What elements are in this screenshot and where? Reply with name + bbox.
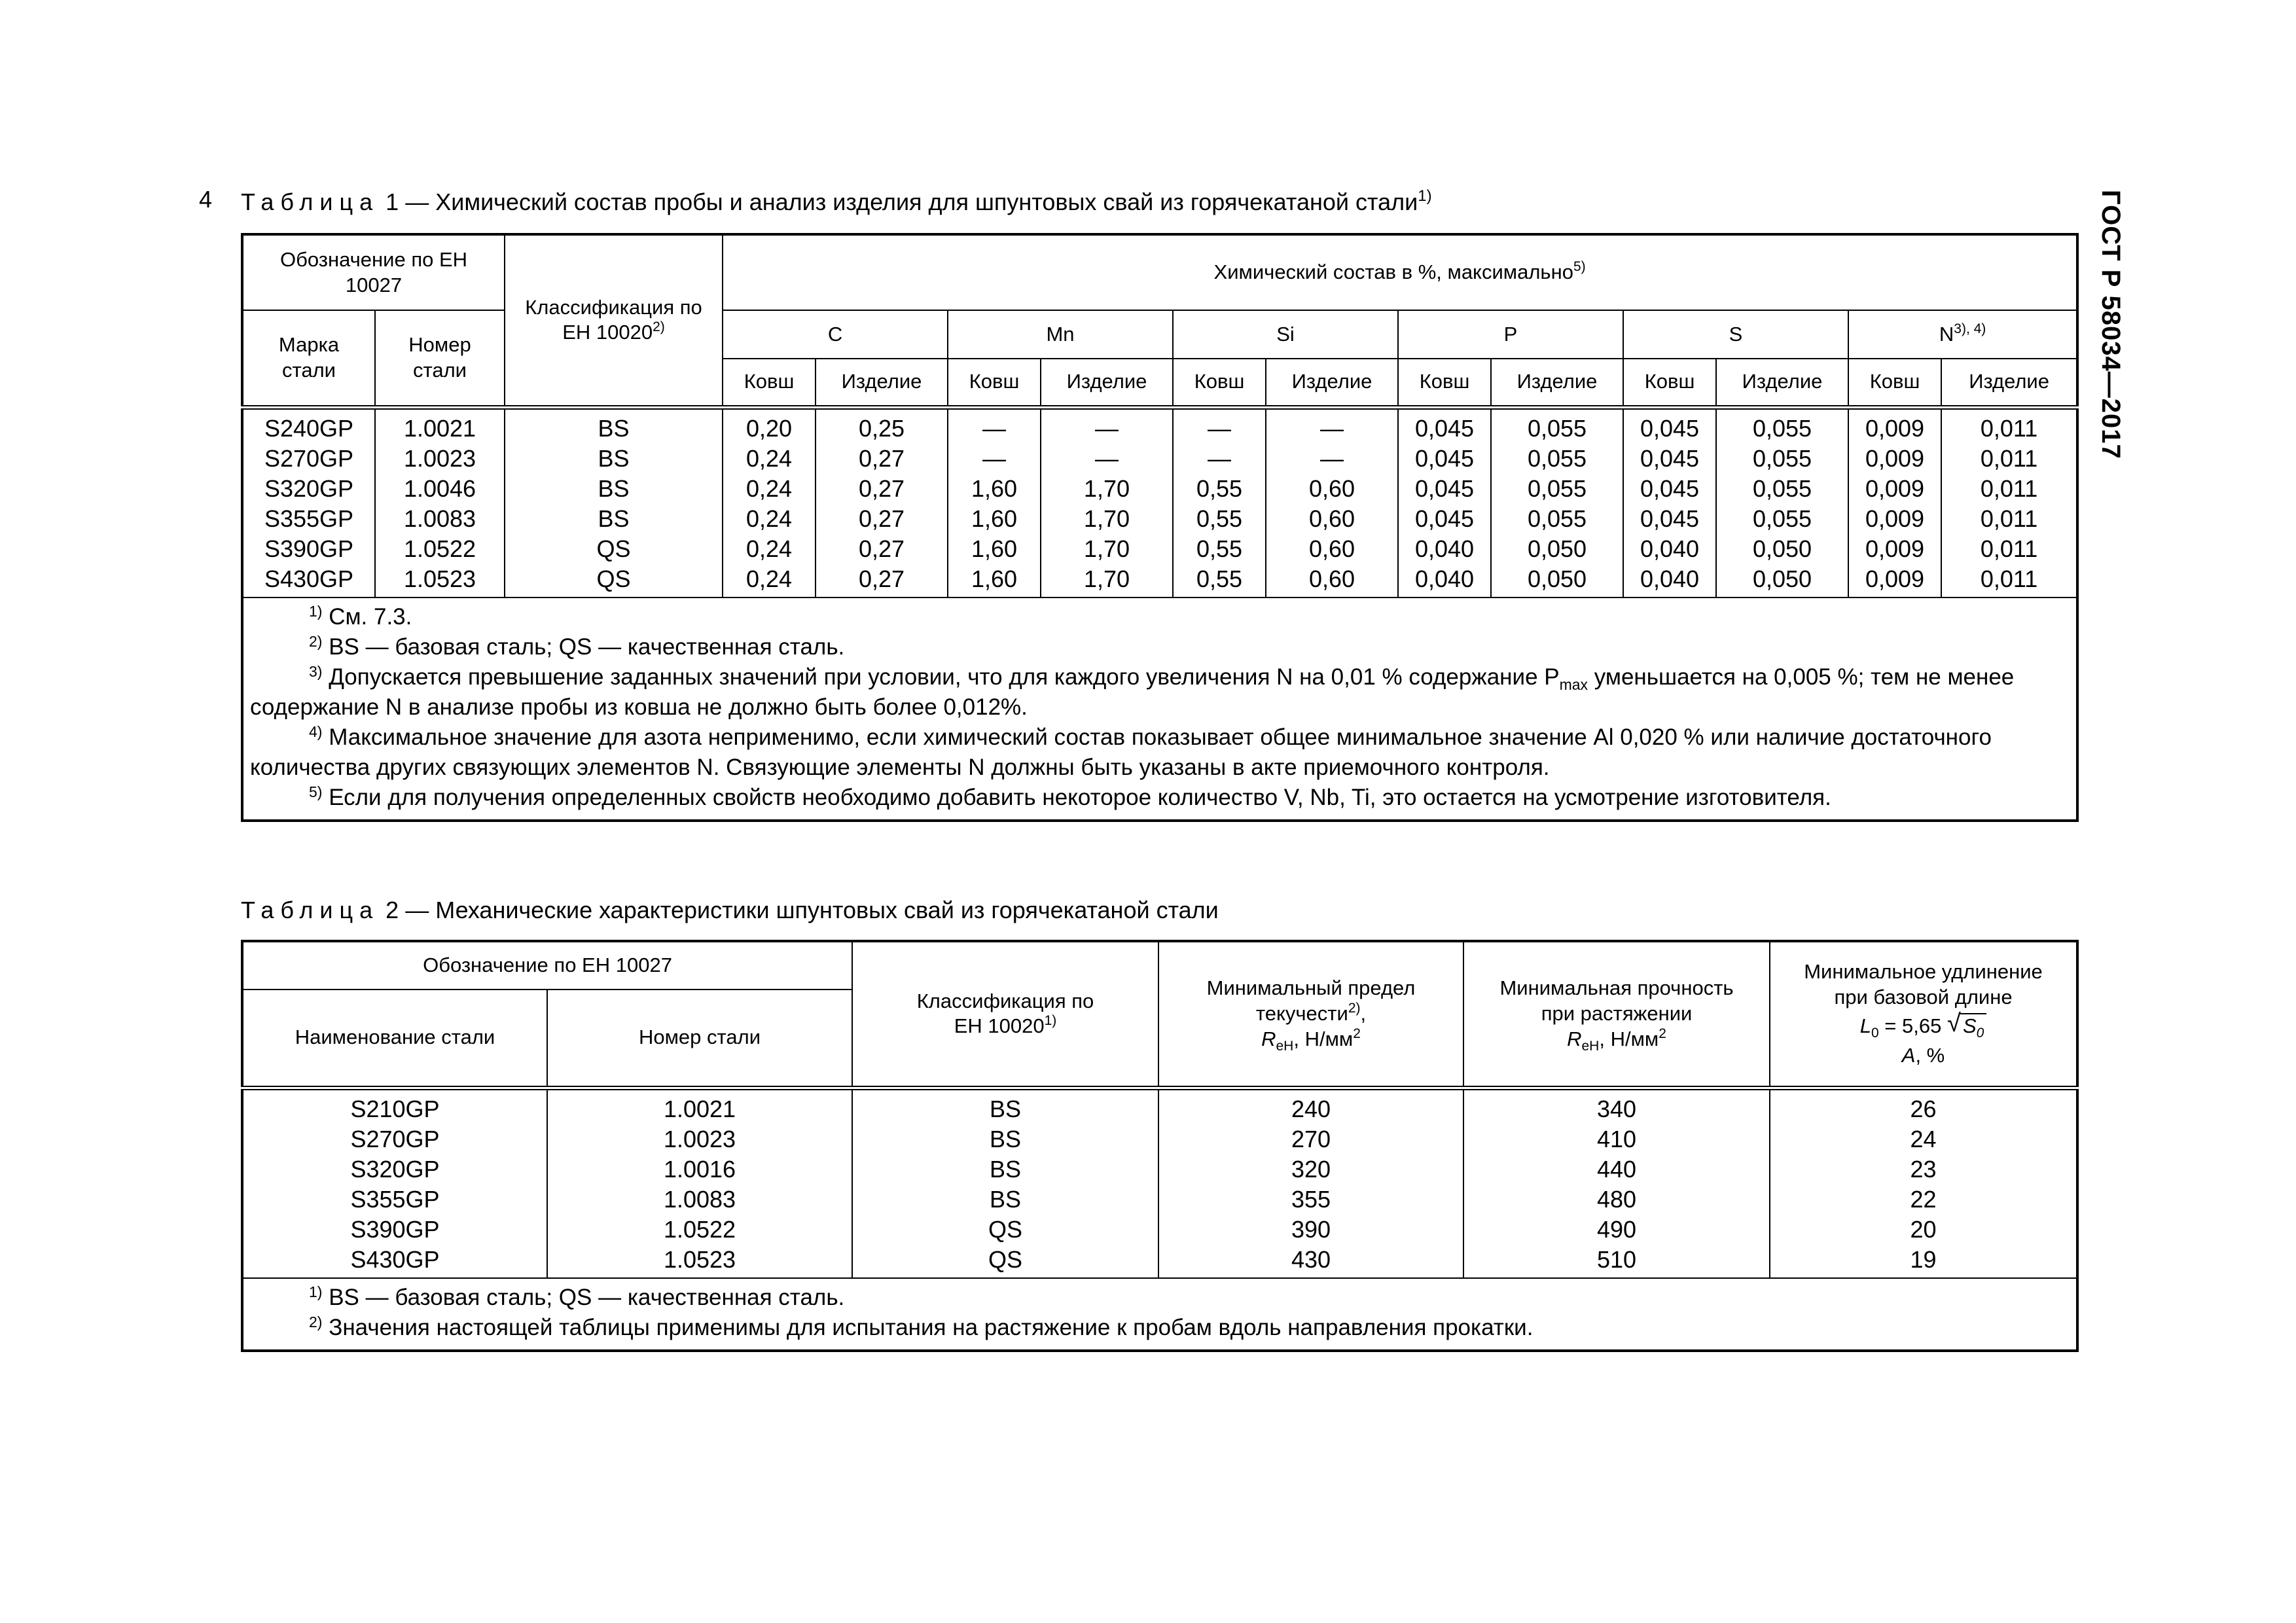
classification-cell: BS [990,1095,1022,1122]
footnote-2: $^{2)}$ Значения настоящей таблицы применимы для испытания на растяжение к пробам вдоль направления прокатки. [309,1313,1534,1340]
header-product: Изделие [816,359,948,407]
grade-cell: S430GP [264,565,354,592]
column-s-ladle [1623,407,1716,597]
table-1-caption: Таблица 1 — Химический состав пробы и анализ изделия для шпунтовых свай из горячекатаной стали$^{1)}$ [241,187,1432,215]
number-cell: 1.0046 [403,474,476,502]
value-cell: 0,55 [1196,535,1243,562]
number-cell: 1.0021 [403,414,476,442]
header-designation: Обозначение по ЕН 10027 [242,941,852,990]
value-cell: 510 [1596,1245,1637,1273]
name-cell: S390GP [350,1215,440,1243]
value-cell: 0,27 [858,565,905,592]
value-cell: 0,055 [1752,444,1812,472]
column-classification [505,407,723,597]
column-classification [852,1088,1158,1278]
header-element-mn: Mn [948,310,1173,359]
header-ladle: Ковш [1848,359,1941,407]
name-cell: S270GP [350,1125,440,1152]
value-cell: 0,009 [1865,474,1925,502]
value-cell: 0,045 [1640,414,1700,442]
column-n-ladle [1848,407,1941,597]
value-cell: — [1320,444,1344,472]
value-cell: 0,055 [1527,505,1587,532]
column-si-ladle [1173,407,1266,597]
value-cell: 0,045 [1640,444,1700,472]
number-cell: 1.0023 [403,444,476,472]
number-cell: 1.0016 [663,1155,736,1183]
column-p-ladle [1398,407,1491,597]
value-cell: 0,27 [858,505,905,532]
header-ladle: Ковш [723,359,816,407]
value-cell: 0,55 [1196,565,1243,592]
column-si-product [1266,407,1398,597]
value-cell: 0,045 [1640,474,1700,502]
value-cell: 440 [1596,1155,1637,1183]
header-element-s: S [1623,310,1848,359]
value-cell: 1,60 [971,505,1018,532]
value-cell: 0,24 [745,535,793,562]
number-cell: 1.0523 [403,565,476,592]
value-cell: 0,050 [1527,565,1587,592]
value-cell: 0,27 [858,444,905,472]
table-2-caption: Таблица 2 — Механические характеристики шпунтовых свай из горячекатаной стали [241,897,1219,923]
number-cell: 1.0522 [403,535,476,562]
header-product: Изделие [1266,359,1398,407]
value-cell: 1,70 [1083,565,1130,592]
header-element-n: $N^{3), 4)}$ [1848,310,2077,359]
value-cell: 0,60 [1308,505,1355,532]
column-c-product [816,407,948,597]
value-cell: 0,050 [1752,565,1812,592]
header-ladle: Ковш [1398,359,1491,407]
classification-cell: BS [990,1125,1022,1152]
classification-cell: QS [596,535,631,562]
grade-cell: S270GP [264,444,354,472]
value-cell: 0,050 [1527,535,1587,562]
header-steel-number: Номер стали [547,990,852,1088]
column-s-product [1716,407,1848,597]
value-cell: 0,011 [1980,474,2038,502]
value-cell: 0,009 [1865,535,1925,562]
value-cell: 0,055 [1752,505,1812,532]
value-cell: 430 [1291,1245,1331,1273]
value-cell: 0,045 [1640,505,1700,532]
value-cell: 23 [1910,1155,1937,1183]
number-cell: 1.0083 [403,505,476,532]
value-cell: 0,055 [1527,474,1587,502]
table-2-data-body [242,1088,2077,1278]
number-cell: 1.0021 [663,1095,736,1122]
classification-cell: QS [596,565,631,592]
column-p-product [1491,407,1623,597]
grade-cell: S390GP [264,535,354,562]
value-cell: 1,60 [971,535,1018,562]
footnote-4: $^{4)}$ Максимальное значение для азота неприменимо, если химический состав показывает общее минимальное значение Al 0,020 % или наличие достаточного количества других связующих элементов N. Связующие элементы N должны быть указаны в акте приемочного контроля. [250,722,1992,780]
name-cell: S355GP [350,1185,440,1213]
value-cell: 410 [1596,1125,1637,1152]
classification-cell: BS [598,444,630,472]
grade-cell: S240GP [264,414,354,442]
value-cell: 270 [1291,1125,1331,1152]
header-yield-strength: Минимальный предел текучести$^{2)}$, $R_{eH}$, $Н/мм^2$ [1158,941,1463,1088]
value-cell: 0,55 [1196,474,1243,502]
classification-cell: BS [598,414,630,442]
classification-cell: QS [988,1245,1023,1273]
number-cell: 1.0023 [663,1125,736,1152]
value-cell: 355 [1291,1185,1331,1213]
value-cell: 0,055 [1527,414,1587,442]
header-ladle: Ковш [948,359,1041,407]
value-cell: 0,55 [1196,505,1243,532]
header-element-p: P [1398,310,1623,359]
value-cell: 1,60 [971,565,1018,592]
value-cell: 0,60 [1308,474,1355,502]
header-element-si: Si [1173,310,1398,359]
value-cell: 0,27 [858,535,905,562]
value-cell: 0,20 [745,414,793,442]
value-cell: 0,055 [1752,414,1812,442]
column-c-ladle [723,407,816,597]
value-cell: 0,045 [1414,414,1475,442]
header-elongation: Минимальное удлинение при базовой длине $L_0 = 5,65$ √ $S_0$ A, % [1770,941,2077,1088]
column-grade [242,407,375,597]
value-cell: 0,040 [1414,565,1475,592]
running-header: ГОСТ Р 58034—2017 [2096,190,2125,459]
value-cell: 19 [1910,1245,1937,1273]
square-root-icon: √ $S_0$ [1947,1014,1986,1039]
value-cell: 0,24 [745,565,793,592]
value-cell: 0,24 [745,444,793,472]
value-cell: 0,055 [1752,474,1812,502]
value-cell: 340 [1596,1095,1637,1122]
value-cell: 0,011 [1980,414,2038,442]
value-cell: 480 [1596,1185,1637,1213]
value-cell: 240 [1291,1095,1331,1122]
classification-cell: BS [990,1155,1022,1183]
value-cell: 320 [1291,1155,1331,1183]
grade-cell: S320GP [264,474,354,502]
header-ladle: Ковш [1173,359,1266,407]
value-cell: 390 [1291,1215,1331,1243]
column-yield-strength [1158,1088,1463,1278]
value-cell: 0,045 [1414,505,1475,532]
value-cell: 0,60 [1308,535,1355,562]
footnote-5: $^{5)}$ Если для получения определенных свойств необходимо добавить некоторое количество V, Nb, Ti, это остается на усмотрение изготовителя. [309,783,1831,810]
value-cell: 24 [1910,1125,1937,1152]
footnote-2: $^{2)}$ BS — базовая сталь; QS — качественная сталь. [309,632,845,660]
value-cell: 0,040 [1640,565,1700,592]
value-cell: 0,055 [1527,444,1587,472]
name-cell: S430GP [350,1245,440,1273]
column-mn-product [1041,407,1173,597]
footnote-1: $^{1)}$ BS — базовая сталь; QS — качественная сталь. [309,1283,845,1310]
value-cell: 0,045 [1414,474,1475,502]
value-cell: 26 [1910,1095,1937,1122]
classification-cell: QS [988,1215,1023,1243]
value-cell: — [1208,414,1232,442]
footnote-1: $^{1)}$ См. 7.3. [309,602,412,630]
value-cell: 0,045 [1414,444,1475,472]
value-cell: — [982,414,1007,442]
table-1-footnotes [242,597,2077,821]
value-cell: 0,24 [745,505,793,532]
header-classification: Классификация по ЕН 10020$^{1)}$ [852,941,1158,1088]
value-cell: 490 [1596,1215,1637,1243]
value-cell: 1,70 [1083,505,1130,532]
value-cell: 0,040 [1414,535,1475,562]
grade-cell: S355GP [264,505,354,532]
header-grade: Марка стали [242,310,375,407]
column-n-product [1941,407,2077,597]
value-cell: — [1320,414,1344,442]
classification-cell: BS [598,505,630,532]
value-cell: 0,011 [1980,535,2038,562]
value-cell: 0,24 [745,474,793,502]
value-cell: 0,25 [858,414,905,442]
header-product: Изделие [1491,359,1623,407]
value-cell: 0,27 [858,474,905,502]
header-classification: Классификация по ЕН 10020$^{2)}$ [505,234,723,407]
value-cell: 1,70 [1083,474,1130,502]
value-cell: 0,60 [1308,565,1355,592]
table-2-footnotes [242,1278,2077,1351]
value-cell: 0,011 [1980,505,2038,532]
header-designation: Обозначение по ЕН 10027 [242,234,505,310]
classification-cell: BS [598,474,630,502]
value-cell: 1,70 [1083,535,1130,562]
value-cell: — [1208,444,1232,472]
table-1-chemical-composition [241,233,2079,822]
header-chemical-composition: Химический состав в %, максимально$^{5)}$ [723,234,2077,310]
value-cell: — [1095,414,1119,442]
value-cell: 0,009 [1865,565,1925,592]
value-cell: 0,009 [1865,414,1925,442]
footnote-3: $^{3)}$ Допускается превышение заданных значений при условии, что для каждого увеличения N на 0,01 % содержание $P_{max}$ уменьшается на 0,005 %; тем не менее содержание N в анализе пробы из ковша не должно быть более 0,012%. [250,662,2015,720]
value-cell: 22 [1910,1185,1937,1213]
column-elongation [1770,1088,2077,1278]
table-2-mechanical-properties [241,940,2079,1352]
value-cell: 1,60 [971,474,1018,502]
value-cell: 0,009 [1865,444,1925,472]
table-1-data-body [242,407,2077,597]
value-cell: 20 [1910,1215,1937,1243]
column-steel-number [547,1088,852,1278]
column-steel-name [242,1088,547,1278]
value-cell: 0,011 [1980,444,2038,472]
value-cell: 0,050 [1752,535,1812,562]
column-number [375,407,505,597]
header-number: Номер стали [375,310,505,407]
header-product: Изделие [1941,359,2077,407]
classification-cell: BS [990,1185,1022,1213]
value-cell: 0,009 [1865,505,1925,532]
header-tensile-strength: Минимальная прочность при растяжении $R_{eH}$, $Н/мм^2$ [1463,941,1770,1088]
header-element-c: C [723,310,948,359]
header-steel-name: Наименование стали [242,990,547,1088]
header-ladle: Ковш [1623,359,1716,407]
value-cell: 0,011 [1980,565,2038,592]
page-number: 4 [199,186,213,213]
header-product: Изделие [1041,359,1173,407]
name-cell: S210GP [350,1095,440,1122]
value-cell: 0,040 [1640,535,1700,562]
column-tensile-strength [1463,1088,1770,1278]
name-cell: S320GP [350,1155,440,1183]
number-cell: 1.0522 [663,1215,736,1243]
header-product: Изделие [1716,359,1848,407]
value-cell: — [982,444,1007,472]
column-mn-ladle [948,407,1041,597]
number-cell: 1.0083 [663,1185,736,1213]
value-cell: — [1095,444,1119,472]
number-cell: 1.0523 [663,1245,736,1273]
